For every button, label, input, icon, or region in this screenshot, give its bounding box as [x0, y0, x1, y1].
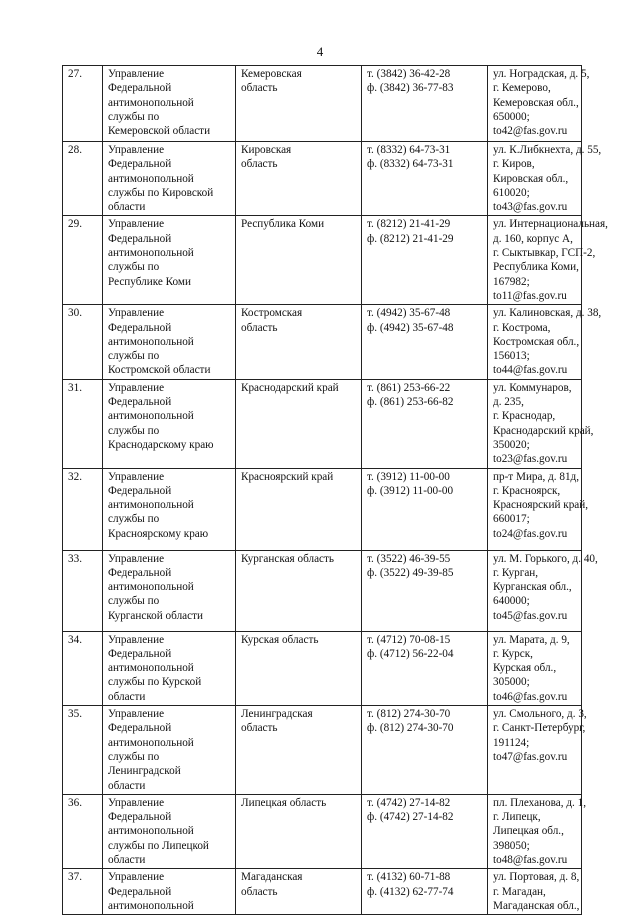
organization-name-line: Управление [108, 470, 165, 483]
row-number-line: 29. [68, 218, 82, 231]
address-line: г. Кострома, [493, 321, 551, 334]
address-line: ул. Ноградская, д. 5, [493, 68, 590, 80]
phones-line: т. (812) 274-30-70 [367, 708, 451, 721]
address-line: г. Санкт-Петербург, [493, 722, 586, 735]
address-line: to44@fas.gov.ru [493, 364, 568, 377]
organization-name-line: Федеральной [108, 396, 172, 409]
organization-name-line: Республике Коми [108, 275, 191, 288]
region-line: Костромская [241, 307, 303, 320]
address-line: 650000; [493, 110, 530, 123]
organization-name-line: Управление [108, 381, 165, 394]
phones [362, 216, 488, 305]
table-body [63, 66, 608, 915]
phones-line: ф. (3912) 11-00-00 [367, 484, 454, 497]
phones-line: ф. (4132) 62-77-74 [367, 885, 454, 898]
phones-line: ф. (4742) 27-14-82 [367, 811, 454, 824]
region [236, 379, 362, 468]
row-number-line: 27. [68, 68, 82, 80]
organization-name-line: Управление [108, 552, 165, 565]
organization-name [103, 468, 236, 550]
region-line: Кировская [241, 144, 292, 156]
row-number [63, 631, 103, 705]
region [236, 66, 362, 142]
row-number [63, 706, 103, 795]
organization-name [103, 305, 236, 379]
address-line: г. Сыктывкар, ГСП-2, [493, 247, 596, 260]
address-line: ул. К.Либкнехта, д. 55, [493, 144, 602, 156]
address-line: 640000; [493, 595, 530, 608]
organization-name [103, 706, 236, 795]
phones-line: ф. (8332) 64-73-31 [367, 158, 454, 171]
organization-name-line: службы по [108, 261, 160, 274]
fas-offices-table [62, 65, 608, 915]
organization-name-line: Федеральной [108, 885, 172, 898]
organization-name-line: Кемеровской области [108, 125, 211, 138]
address-line: to42@fas.gov.ru [493, 125, 568, 138]
row-number [63, 468, 103, 550]
organization-name-line: области [108, 853, 146, 866]
organization-name-line: Федеральной [108, 566, 172, 579]
address-line: Курская обл., [493, 662, 557, 675]
row-number [63, 550, 103, 631]
row-number-line: 34. [68, 633, 82, 646]
organization-name-line: Управление [108, 68, 165, 80]
address [488, 142, 602, 216]
phones-line: т. (8332) 64-73-31 [367, 144, 451, 156]
region [236, 869, 362, 915]
organization-name-line: Управление [108, 144, 165, 156]
address-line: to45@fas.gov.ru [493, 609, 568, 622]
organization-name-line: антимонопольной [108, 662, 194, 675]
row-number [63, 66, 103, 142]
phones [362, 379, 488, 468]
organization-name-line: Федеральной [108, 722, 172, 735]
row-number-line: 30. [68, 307, 82, 320]
phones [362, 706, 488, 795]
address-line: Республика Коми, [493, 261, 579, 274]
organization-name [103, 66, 236, 142]
organization-name-line: области [108, 201, 146, 214]
address-line: Липецкая обл., [493, 825, 564, 838]
phones-line: т. (8212) 21-41-29 [367, 218, 451, 231]
row-number-line: 35. [68, 708, 82, 721]
address-line: to23@fas.gov.ru [493, 453, 568, 466]
address [488, 379, 594, 468]
address-line: 398050; [493, 839, 530, 852]
organization-name [103, 794, 236, 868]
phones [362, 550, 488, 631]
phones [362, 794, 488, 868]
phones-line: ф. (3522) 49-39-85 [367, 566, 454, 579]
address-line: г. Киров, [493, 158, 535, 171]
address-line: Магаданская обл., [493, 899, 580, 912]
address [488, 305, 602, 379]
row-number [63, 869, 103, 915]
address [488, 468, 589, 550]
organization-name-line: Управление [108, 871, 165, 884]
phones [362, 305, 488, 379]
address-line: Костромская обл., [493, 335, 580, 348]
address [488, 66, 590, 142]
region-line: область [241, 82, 278, 95]
address-line: г. Курган, [493, 566, 539, 579]
organization-name-line: антимонопольной [108, 335, 194, 348]
row-number [63, 794, 103, 868]
address-line: 156013; [493, 350, 530, 363]
organization-name-line: Федеральной [108, 232, 172, 245]
phones-line: ф. (812) 274-30-70 [367, 722, 454, 735]
table-row [63, 142, 582, 216]
organization-name-line: службы по [108, 424, 160, 437]
table-row [63, 468, 582, 550]
region [236, 216, 362, 305]
phones-line: т. (4712) 70-08-15 [367, 633, 451, 646]
phones [362, 66, 488, 142]
region-line: Краснодарский край [241, 381, 339, 394]
table-row [63, 631, 582, 705]
phones [362, 142, 488, 216]
address-line: ул. М. Горького, д. 40, [493, 552, 598, 565]
row-number-line: 33. [68, 552, 82, 565]
region-line: область [241, 321, 278, 334]
organization-name-line: области [108, 690, 146, 703]
address-line: ул. Интернациональная, [493, 218, 608, 231]
phones-line: т. (3842) 36-42-28 [367, 68, 451, 80]
phones-line: т. (3522) 46-39-55 [367, 552, 451, 565]
organization-name-line: Краснодарскому краю [108, 438, 214, 451]
row-number [63, 216, 103, 305]
table-row [63, 305, 582, 379]
address-line: г. Красноярск, [493, 484, 561, 497]
address-line: д. 235, [493, 396, 524, 409]
region [236, 706, 362, 795]
row-number-line: 37. [68, 871, 82, 884]
organization-name-line: службы по Липецкой [108, 839, 209, 852]
organization-name-line: службы по [108, 350, 160, 363]
organization-name-line: антимонопольной [108, 825, 194, 838]
address-line: 350020; [493, 438, 530, 451]
phones [362, 468, 488, 550]
address-line: г. Краснодар, [493, 410, 556, 423]
table-row [63, 550, 582, 631]
address [488, 794, 587, 868]
address [488, 706, 587, 795]
organization-name [103, 216, 236, 305]
region [236, 305, 362, 379]
row-number [63, 142, 103, 216]
address-line: пл. Плеханова, д. 1, [493, 796, 587, 809]
organization-name-line: Управление [108, 708, 165, 721]
organization-name-line: антимонопольной [108, 736, 194, 749]
address-line: пр-т Мира, д. 81д, [493, 470, 580, 483]
organization-name-line: Федеральной [108, 811, 172, 824]
address-line: Кемеровская обл., [493, 96, 579, 109]
organization-name-line: антимонопольной [108, 581, 194, 594]
address-line: Кировская обл., [493, 172, 569, 185]
address-line: Краснодарский край, [493, 424, 594, 437]
address-line: ул. Калиновская, д. 38, [493, 307, 602, 320]
address-line: г. Магадан, [493, 885, 546, 898]
organization-name-line: Федеральной [108, 484, 172, 497]
phones-line: ф. (4712) 56-22-04 [367, 647, 454, 660]
organization-name [103, 379, 236, 468]
organization-name-line: антимонопольной [108, 410, 194, 423]
address-line: Курганская обл., [493, 581, 572, 594]
table-row [63, 66, 582, 142]
organization-name-line: Управление [108, 633, 165, 646]
region-line: Курская область [241, 633, 319, 646]
organization-name [103, 142, 236, 216]
row-number-line: 31. [68, 381, 82, 394]
organization-name-line: Федеральной [108, 321, 172, 334]
region [236, 468, 362, 550]
organization-name-line: Красноярскому краю [108, 527, 209, 540]
address-line: ул. Портовая, д. 8, [493, 871, 580, 884]
region-line: область [241, 885, 278, 898]
region-line: Магаданская [241, 871, 303, 884]
row-number [63, 305, 103, 379]
organization-name-line: службы по [108, 110, 160, 123]
table-row [63, 216, 582, 305]
address-line: ул. Смольного, д. 3, [493, 708, 587, 721]
address-line: г. Кемерово, [493, 82, 551, 95]
region [236, 794, 362, 868]
address-line: г. Липецк, [493, 811, 541, 824]
organization-name [103, 550, 236, 631]
table-row [63, 706, 582, 795]
address-line: Красноярский край, [493, 499, 589, 512]
organization-name-line: Курганской области [108, 609, 203, 622]
organization-name-line: Федеральной [108, 647, 172, 660]
region [236, 550, 362, 631]
phones-line: т. (4942) 35-67-48 [367, 307, 451, 320]
organization-name-line: Управление [108, 218, 165, 231]
phones-line: ф. (8212) 21-41-29 [367, 232, 454, 245]
organization-name-line: антимонопольной [108, 96, 194, 109]
phones-line: т. (861) 253-66-22 [367, 381, 451, 394]
region-line: Красноярский край [241, 470, 334, 483]
row-number-line: 28. [68, 144, 82, 156]
address-line: 191124; [493, 736, 530, 749]
address-line: ул. Марата, д. 9, [493, 633, 570, 646]
address-line: to47@fas.gov.ru [493, 750, 568, 763]
table-row [63, 869, 582, 915]
table-row [63, 794, 582, 868]
address-line: 167982; [493, 275, 530, 288]
phones-line: ф. (861) 253-66-82 [367, 396, 454, 409]
organization-name-line: Управление [108, 796, 165, 809]
address-line: г. Курск, [493, 647, 533, 660]
phones-line: ф. (4942) 35-67-48 [367, 321, 454, 334]
organization-name-line: Федеральной [108, 158, 172, 171]
region [236, 142, 362, 216]
address-line: to24@fas.gov.ru [493, 527, 568, 540]
organization-name-line: антимонопольной [108, 247, 194, 260]
row-number [63, 379, 103, 468]
address [488, 869, 582, 915]
region-line: Кемеровская [241, 68, 302, 80]
address-line: 305000; [493, 676, 530, 689]
address [488, 631, 582, 705]
address-line: to46@fas.gov.ru [493, 690, 568, 703]
organization-name-line: Управление [108, 307, 165, 320]
table-row [63, 379, 582, 468]
region-line: область [241, 722, 278, 735]
organization-name-line: службы по [108, 595, 160, 608]
address-line: to48@fas.gov.ru [493, 853, 568, 866]
organization-name-line: антимонопольной [108, 499, 194, 512]
organization-name-line: области [108, 779, 146, 792]
row-number-line: 36. [68, 796, 82, 809]
address-line: 660017; [493, 513, 530, 526]
region-line: Курганская область [241, 552, 335, 565]
organization-name-line: Федеральной [108, 82, 172, 95]
organization-name-line: службы по [108, 750, 160, 763]
phones [362, 869, 488, 915]
phones-line: т. (4132) 60-71-88 [367, 871, 451, 884]
address [488, 550, 598, 631]
address [488, 216, 608, 305]
row-number-line: 32. [68, 470, 82, 483]
organization-name [103, 631, 236, 705]
phones [362, 631, 488, 705]
address-line: to11@fas.gov.ru [493, 289, 567, 302]
phones-line: т. (3912) 11-00-00 [367, 470, 450, 483]
region-line: Республика Коми [241, 218, 325, 231]
region [236, 631, 362, 705]
address-line: 610020; [493, 186, 530, 199]
address-line: ул. Коммунаров, [493, 381, 572, 394]
organization-name-line: службы по Кировской [108, 186, 214, 199]
address-line: д. 160, корпус А, [493, 232, 573, 245]
organization-name-line: Костромской области [108, 364, 211, 377]
organization-name-line: Ленинградской [108, 765, 181, 778]
phones-line: т. (4742) 27-14-82 [367, 796, 451, 809]
organization-name-line: службы по Курской [108, 676, 202, 689]
organization-name-line: антимонопольной [108, 172, 194, 185]
page-number: 4 [316, 44, 324, 59]
organization-name-line: службы по [108, 513, 160, 526]
region-line: Ленинградская [241, 708, 313, 721]
phones-line: ф. (3842) 36-77-83 [367, 82, 454, 95]
address-line: to43@fas.gov.ru [493, 201, 568, 214]
organization-name [103, 869, 236, 915]
region-line: Липецкая область [241, 796, 327, 809]
region-line: область [241, 158, 278, 171]
organization-name-line: антимонопольной [108, 899, 194, 912]
